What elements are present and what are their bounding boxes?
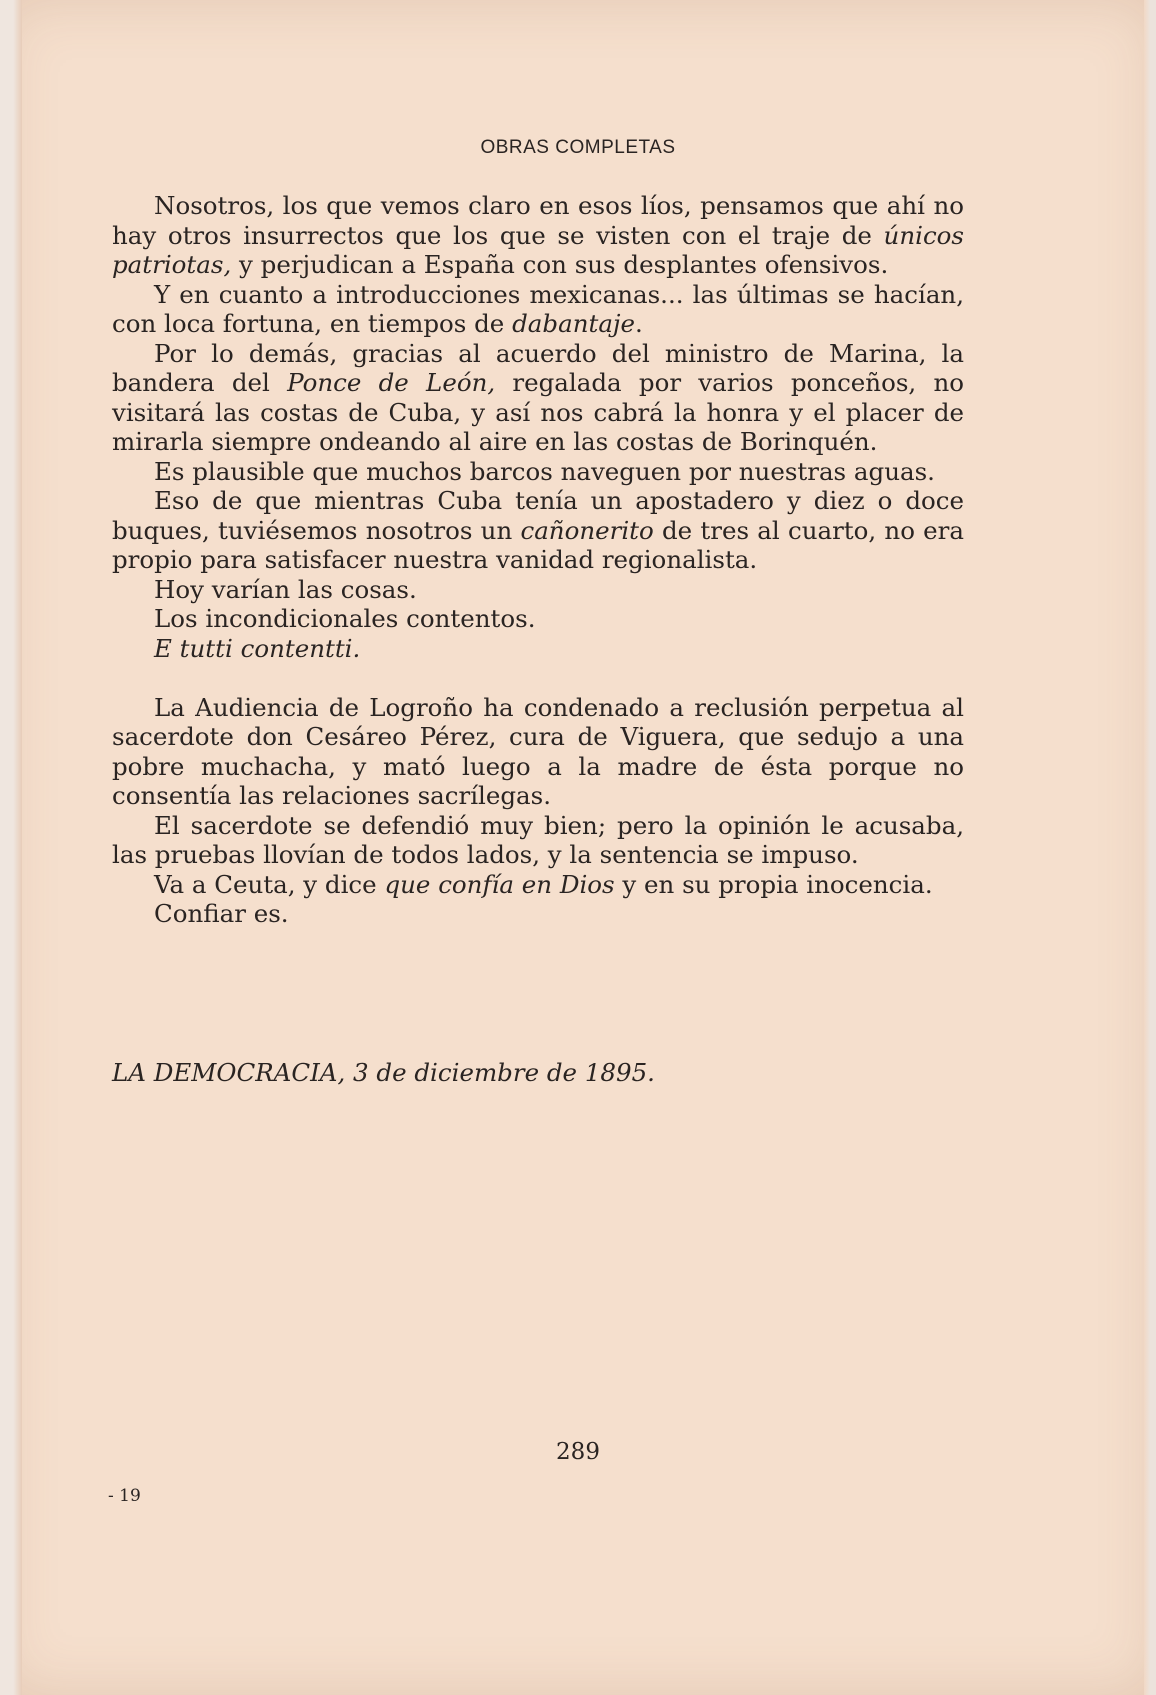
paragraph: E tutti contentti. [154, 633, 361, 663]
paragraph: Va a Ceuta, y dice que confía en Dios y en su propia inocencia. [154, 869, 933, 899]
paragraph: Nosotros, los que vemos claro en esos líos, pensamos que ahí no hay otros insurrectos que los que se visten con el traje de únicos patriotas, y perjudican a España con sus desplantes ofensivos. [112, 191, 964, 279]
paragraph: El sacerdote se defendió muy bien; pero la opinión le acusaba, las pruebas llovían de todos lados, y la sentencia se impuso. [112, 810, 964, 869]
paragraph: Hoy varían las cosas. [154, 574, 417, 604]
body-text [112, 191, 964, 929]
paragraph: Eso de que mientras Cuba tenía un apostadero y diez o doce buques, tuviésemos nosotros un cañonerito de tres al cuarto, no era propio para satisfacer nuestra vanidad regionalista. [112, 486, 964, 574]
printer-signature-mark: - 19 [108, 1486, 141, 1506]
paragraph: Los incondicionales contentos. [154, 604, 536, 633]
paragraph: Por lo demás, gracias al acuerdo del ministro de Marina, la bandera del Ponce de León, regalada por varios ponceños, no visitará las costas de Cuba, y así nos cabrá la honra y el placer de mirarla siempre ondeando al aire en las costas de Borinquén. [112, 338, 964, 456]
source-signature: LA DEMOCRACIA, 3 de diciembre de 1895. [112, 1058, 655, 1087]
running-head: OBRAS COMPLETAS [480, 137, 676, 158]
paragraph: Confiar es. [154, 899, 289, 928]
paragraph: Y en cuanto a introducciones mexicanas... las últimas se hacían, con loca fortuna, en tiempos de dabantaje. [112, 279, 964, 338]
paragraph: Es plausible que muchos barcos naveguen por nuestras aguas. [154, 456, 935, 486]
page-number: 289 [556, 1439, 600, 1465]
paragraph: La Audiencia de Logroño ha condenado a reclusión perpetua al sacerdote don Cesáreo Pérez, cura de Viguera, que sedujo a una pobre muchacha, y mató luego a la madre de ésta porque no consentía las relaciones sacrílegas. [112, 692, 964, 810]
